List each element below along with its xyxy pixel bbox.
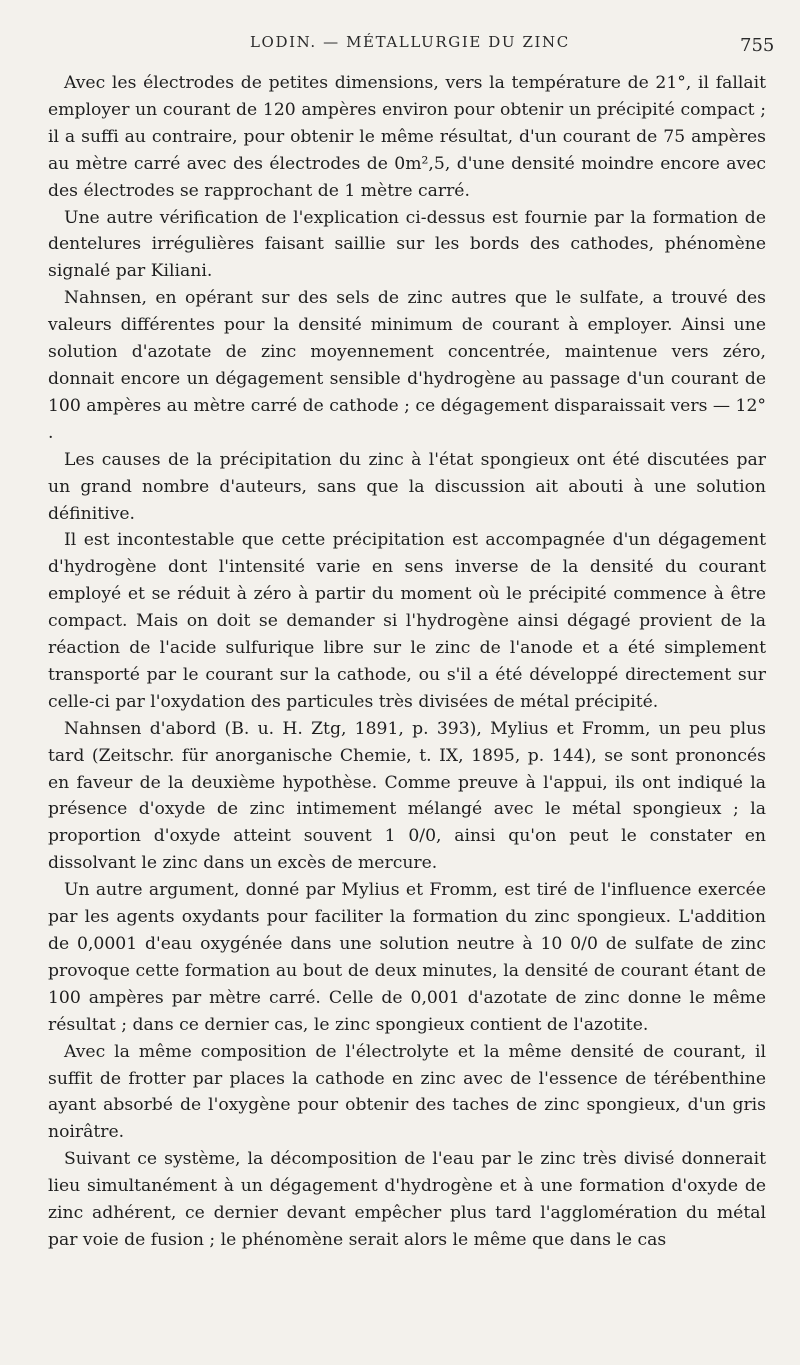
page-header: [0, 33, 800, 63]
page-number: 755: [740, 35, 775, 56]
body-text: [48, 70, 766, 1254]
paragraph: Il est incontestable que cette précipitation est accompagnée d'un dégagement d'hydrogène dont l'intensité varie en sens inverse de la densité du courant employé et se réduit à zéro à partir du moment où le précipité commence à être compact. Mais on doit se demander si l'hydrogène ainsi dégagé provient de la réaction de l'acide sulfurique libre sur le zinc de l'anode et a été simplement transporté par le courant sur la cathode, ou s'il a été développé directement sur celle-ci par l'oxydation des particules très divisées de métal précipité.: [48, 530, 766, 712]
paragraph: Les causes de la précipitation du zinc à l'état spongieux ont été discutées par un grand nombre d'auteurs, sans que la discussion ait abouti à une solution définitive.: [48, 449, 766, 524]
running-title: LODIN. — MÉTALLURGIE DU ZINC: [250, 33, 570, 51]
paragraph: Avec les électrodes de petites dimensions, vers la température de 21°, il fallait employer un courant de 120 ampères environ pour obtenir un précipité compact ; il a suffi au contraire, pour obtenir le même résultat, d'un courant de 75 ampères au mètre carré avec des électrodes de 0m²,5, d'une densité moindre encore avec des électrodes se rapprochant de 1 mètre carré.: [48, 73, 766, 201]
paragraph: Une autre vérification de l'explication ci-dessus est fournie par la formation de dentelures irrégulières faisant saillie sur les bords des cathodes, phénomène signalé par Kiliani.: [48, 207, 766, 282]
paragraph: Un autre argument, donné par Mylius et Fromm, est tiré de l'influence exercée par les agents oxydants pour faciliter la formation du zinc spongieux. L'addition de 0,0001 d'eau oxygénée dans une solution neutre à 10 0/0 de sulfate de zinc provoque cette formation au bout de deux minutes, la densité de courant étant de 100 ampères par mètre carré. Celle de 0,001 d'azotate de zinc donne le même résultat ; dans ce dernier cas, le zinc spongieux contient de l'azotite.: [48, 880, 766, 1035]
paragraph: Nahnsen, en opérant sur des sels de zinc autres que le sulfate, a trouvé des valeurs différentes pour la densité minimum de courant à employer. Ainsi une solution d'azotate de zinc moyennement concentrée, maintenue vers zéro, donnait encore un dégagement sensible d'hydrogène au passage d'un courant de 100 ampères au mètre carré de cathode ; ce dégagement disparaissait vers — 12° .: [48, 288, 766, 443]
paragraph: Nahnsen d'abord (B. u. H. Ztg, 1891, p. 393), Mylius et Fromm, un peu plus tard (Zeitschr. für anorganische Chemie, t. IX, 1895, p. 144), se sont prononcés en faveur de la deuxième hypothèse. Comme preuve à l'appui, ils ont indiqué la présence d'oxyde de zinc intimement mélangé avec le métal spongieux ; la proportion d'oxyde atteint souvent 1 0/0, ainsi qu'on peut le constater en dissolvant le zinc dans un excès de mercure.: [48, 718, 766, 874]
paragraph: Suivant ce système, la décomposition de l'eau par le zinc très divisé donnerait lieu simultanément à un dégagement d'hydrogène et à une formation d'oxyde de zinc adhérent, ce dernier devant empêcher plus tard l'agglomération du métal par voie de fusion ; le phénomène serait alors le même que dans le cas: [48, 1149, 766, 1250]
paragraph: Avec la même composition de l'électrolyte et la même densité de courant, il suffit de frotter par places la cathode en zinc avec de l'essence de térébenthine ayant absorbé de l'oxygène pour obtenir des taches de zinc spongieux, d'un gris noirâtre.: [48, 1041, 766, 1143]
